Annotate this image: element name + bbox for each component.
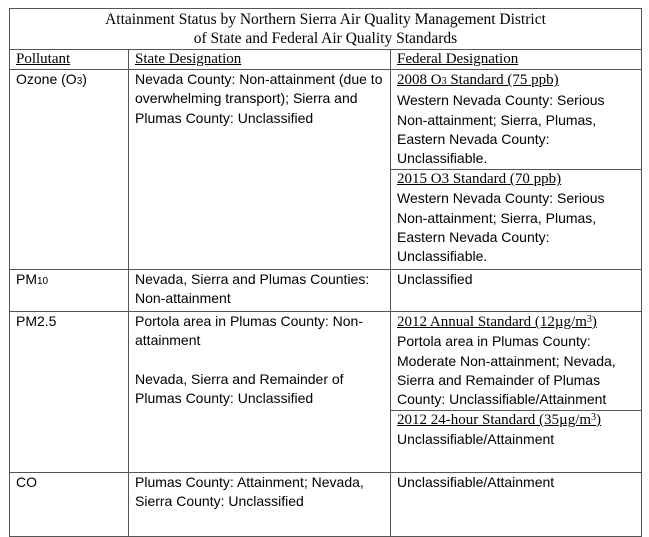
- federal-standard-block: [391, 410, 641, 450]
- table-title: [10, 9, 642, 50]
- pollutant-close: ): [82, 71, 87, 88]
- pollutant-name: PM: [16, 271, 37, 288]
- pollutant-cell: [10, 270, 129, 312]
- federal-standard-block: [391, 169, 641, 267]
- state-designation-cell: Nevada, Sierra and Plumas Counties: Non-attainment: [129, 270, 391, 312]
- federal-standard-title: 2015 O3 Standard (70 ppb): [397, 171, 562, 188]
- federal-standard-text: Portola area in Plumas County: Moderate Non-attainment; Nevada, Sierra and Remainder of Plumas County: Unclassifiable/Attainment: [397, 333, 616, 408]
- table-row: [10, 270, 642, 312]
- standard-title-text: 2008 O: [397, 72, 442, 89]
- pollutant-cell: [10, 70, 129, 270]
- pollutant-cell: CO: [10, 473, 129, 537]
- federal-standard-text: Unclassifiable/Attainment: [397, 431, 555, 448]
- table-row: [10, 70, 642, 270]
- paragraph-spacer: [135, 351, 384, 370]
- federal-standard-title: [397, 411, 635, 430]
- standard-title-superscript: 3: [586, 314, 592, 326]
- pollutant-subscript: 10: [37, 276, 49, 288]
- header-state-designation: State Designation: [129, 50, 391, 70]
- pollutant-name: Ozone (O: [16, 71, 77, 88]
- standard-title-text-end: ): [596, 412, 602, 429]
- state-designation-cell: Nevada County: Non-attainment (due to overwhelming transport); Sierra and Plumas County: Unclassified: [129, 70, 391, 270]
- standard-title-superscript: 3: [591, 412, 597, 424]
- standard-title-text: 2012 24-hour Standard (35µg/m: [397, 412, 592, 429]
- state-designation-cell: [129, 312, 391, 473]
- federal-standard-text: Western Nevada County: Serious Non-attainment; Sierra, Plumas, Eastern Nevada County: Unclassifiable.: [397, 190, 605, 265]
- federal-designation-cell: Unclassified: [391, 270, 642, 312]
- table-row: [10, 312, 642, 473]
- federal-standard-text: Western Nevada County: Serious Non-attainment; Sierra, Plumas, Eastern Nevada County: Unclassifiable.: [397, 92, 605, 167]
- pollutant-subscript: 3: [76, 76, 83, 88]
- table-title-line1: Attainment Status by Northern Sierra Air Quality Management District: [105, 11, 546, 28]
- pollutant-cell: PM2.5: [10, 312, 129, 473]
- title-row: [10, 9, 642, 50]
- table-title-line2: of State and Federal Air Quality Standards: [193, 30, 458, 47]
- header-federal-designation: Federal Designation: [391, 50, 642, 70]
- header-pollutant: Pollutant: [10, 50, 129, 70]
- standard-title-subscript: 3: [441, 76, 447, 88]
- table-row: [10, 473, 642, 537]
- federal-designation-cell: [391, 312, 642, 473]
- federal-standard-block: [397, 312, 635, 410]
- federal-designation-cell: [391, 70, 642, 270]
- state-designation-paragraph: Nevada, Sierra and Remainder of Plumas County: Unclassified: [135, 370, 344, 406]
- federal-standard-title: [397, 71, 635, 91]
- state-designation-paragraph: Portola area in Plumas County: Non-attainment: [135, 313, 363, 349]
- state-designation-cell: Plumas County: Attainment; Nevada, Sierra County: Unclassified: [129, 473, 391, 537]
- standard-title-text-end: Standard (75 ppb): [446, 72, 559, 89]
- standard-title-text: 2012 Annual Standard (12µg/m: [397, 314, 587, 331]
- federal-standard-title: [397, 313, 635, 332]
- header-row: [10, 50, 642, 70]
- federal-standard-block: [397, 70, 635, 169]
- attainment-status-table: [9, 8, 642, 537]
- standard-title-text-end: ): [591, 314, 597, 331]
- federal-designation-cell: Unclassifiable/Attainment: [391, 473, 642, 537]
